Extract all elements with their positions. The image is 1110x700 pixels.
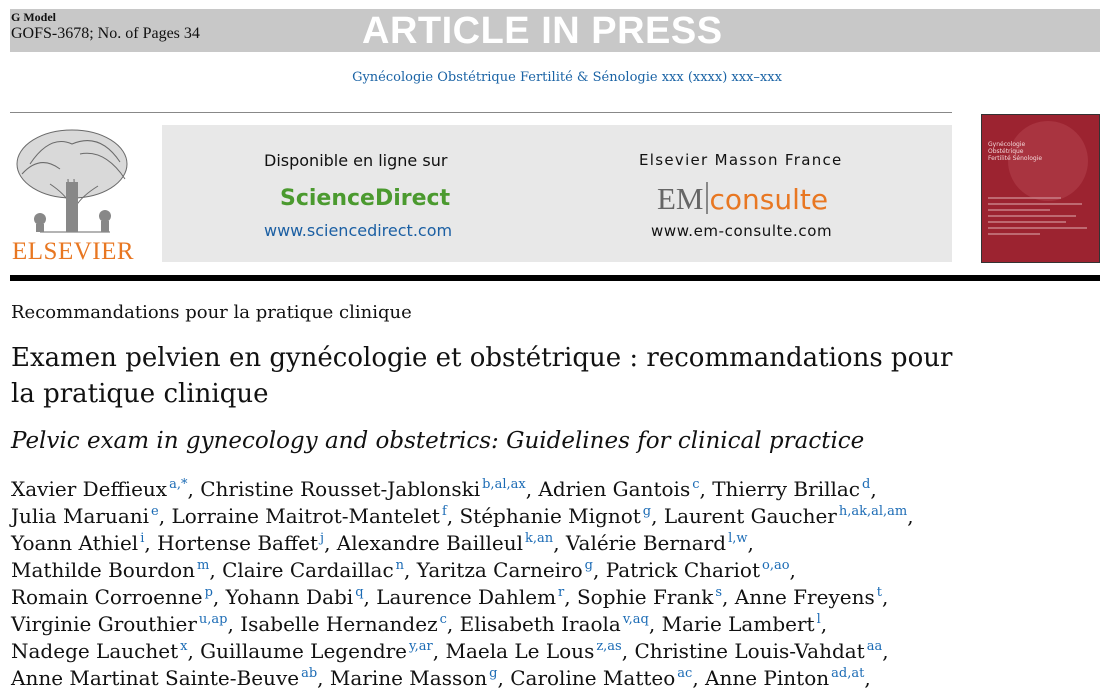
author-separator: , bbox=[907, 504, 914, 528]
author-name: Sophie Frank bbox=[576, 585, 714, 609]
affiliation-link[interactable]: d bbox=[862, 477, 871, 492]
author-name: Laurent Gaucher bbox=[663, 504, 837, 528]
author-name: Marie Lambert bbox=[661, 612, 815, 636]
author-separator: , bbox=[187, 477, 201, 501]
journal-reference-link[interactable]: Gynécologie Obstétrique Fertilité & Sénologie xxx (xxxx) xxx–xxx bbox=[352, 70, 782, 85]
consulte-logo-text: consulte bbox=[709, 183, 829, 216]
affiliation-link[interactable]: o,ao bbox=[762, 558, 790, 573]
article-title-english: Pelvic exam in gynecology and obstetrics: Guidelines for clinical practice bbox=[11, 428, 865, 454]
affiliation-link[interactable]: s bbox=[715, 585, 723, 600]
affiliation-link[interactable]: k,an bbox=[525, 531, 554, 546]
affiliation-link[interactable]: r bbox=[558, 585, 565, 600]
author-name: Lorraine Maitrot-Mantelet bbox=[171, 504, 440, 528]
author-name: Romain Corroenne bbox=[11, 585, 203, 609]
author-separator: , bbox=[324, 531, 337, 555]
affiliation-link[interactable]: e bbox=[151, 504, 159, 519]
affiliation-link[interactable]: g bbox=[642, 504, 652, 519]
author-separator: , bbox=[227, 612, 241, 636]
affiliation-link[interactable]: m bbox=[197, 558, 210, 573]
author-name: Mathilde Bourdon bbox=[11, 558, 196, 582]
author-separator: , bbox=[212, 585, 226, 609]
affiliation-link[interactable]: z,as bbox=[596, 639, 622, 654]
author-separator: , bbox=[692, 666, 706, 690]
author-separator: , bbox=[432, 639, 446, 663]
author-name: Caroline Matteo bbox=[510, 666, 676, 690]
em-logo-divider bbox=[706, 182, 708, 214]
author-separator: , bbox=[553, 531, 566, 555]
author-separator: , bbox=[187, 639, 201, 663]
author-separator: , bbox=[870, 477, 877, 501]
author-separator: , bbox=[446, 612, 460, 636]
document-id: GOFS-3678; No. of Pages 34 bbox=[11, 25, 200, 42]
header-separator bbox=[10, 275, 1100, 281]
elsevier-wordmark[interactable]: ELSEVIER bbox=[12, 238, 135, 265]
author-name: Christine Rousset-Jablonski bbox=[200, 477, 481, 501]
author-name: Stéphanie Mignot bbox=[459, 504, 641, 528]
author-name: Nadege Lauchet bbox=[11, 639, 179, 663]
author-separator: , bbox=[881, 585, 889, 609]
divider bbox=[10, 112, 952, 113]
affiliation-link[interactable]: y,ar bbox=[409, 639, 433, 654]
journal-cover-image[interactable] bbox=[981, 114, 1100, 263]
author-separator: , bbox=[158, 504, 172, 528]
author-name: Alexandre Bailleul bbox=[336, 531, 524, 555]
elsevier-masson-label: Elsevier Masson France bbox=[639, 151, 843, 169]
g-model-label: G Model bbox=[11, 10, 56, 24]
affiliation-link[interactable]: i bbox=[140, 531, 145, 546]
author-name: Hortense Baffet bbox=[157, 531, 319, 555]
affiliation-link[interactable]: c bbox=[692, 477, 700, 492]
author-separator: , bbox=[317, 666, 330, 690]
author-line bbox=[11, 476, 1091, 503]
affiliation-link[interactable]: l,w bbox=[728, 531, 748, 546]
author-separator: , bbox=[882, 639, 889, 663]
banner-text: ARTICLE IN PRESS bbox=[362, 10, 723, 52]
author-separator: , bbox=[404, 558, 417, 582]
author-line bbox=[11, 503, 1091, 530]
affiliation-link[interactable]: g bbox=[584, 558, 593, 573]
author-separator: , bbox=[864, 666, 871, 690]
author-separator: , bbox=[651, 504, 664, 528]
author-name: Isabelle Hernandez bbox=[240, 612, 438, 636]
author-separator: , bbox=[648, 612, 662, 636]
author-name: Laurence Dahlem bbox=[376, 585, 557, 609]
cover-title: Gynécologie Obstétrique Fertilité Sénologie bbox=[988, 141, 1043, 162]
affiliation-link[interactable]: ac bbox=[677, 666, 693, 681]
author-separator: , bbox=[564, 585, 577, 609]
author-name: Xavier Deffieux bbox=[11, 477, 168, 501]
author-separator: , bbox=[144, 531, 158, 555]
author-name: Adrien Gantois bbox=[538, 477, 691, 501]
affiliation-link[interactable]: c bbox=[439, 612, 447, 627]
affiliation-link[interactable]: a,* bbox=[169, 477, 188, 492]
author-name: Virginie Grouthier bbox=[11, 612, 197, 636]
affiliation-link[interactable]: ab bbox=[301, 666, 318, 681]
affiliation-link[interactable]: f bbox=[441, 504, 447, 519]
author-name: Anne Pinton bbox=[705, 666, 830, 690]
author-separator: , bbox=[699, 477, 713, 501]
affiliation-link[interactable]: aa bbox=[866, 639, 883, 654]
author-line bbox=[11, 611, 1091, 638]
author-name: Yoann Athiel bbox=[11, 531, 139, 555]
author-line bbox=[11, 638, 1091, 665]
affiliation-link[interactable]: l bbox=[816, 612, 821, 627]
em-logo-text: EM bbox=[657, 181, 704, 216]
affiliation-link[interactable]: x bbox=[180, 639, 188, 654]
author-name: Yohann Dabi bbox=[225, 585, 354, 609]
affiliation-link[interactable]: t bbox=[876, 585, 882, 600]
author-separator: , bbox=[789, 558, 796, 582]
affiliation-link[interactable]: u,ap bbox=[198, 612, 228, 627]
author-line bbox=[11, 557, 1091, 584]
author-name: Elisabeth Iraola bbox=[459, 612, 621, 636]
affiliation-link[interactable]: v,aq bbox=[622, 612, 649, 627]
author-separator: , bbox=[446, 504, 460, 528]
author-separator: , bbox=[820, 612, 828, 636]
affiliation-link[interactable]: h,ak,al,am bbox=[838, 504, 908, 519]
author-separator: , bbox=[722, 585, 735, 609]
author-name: Marine Masson bbox=[329, 666, 488, 690]
author-separator: , bbox=[209, 558, 223, 582]
author-line bbox=[11, 584, 1091, 611]
author-name: Valérie Bernard bbox=[565, 531, 727, 555]
author-separator: , bbox=[525, 477, 539, 501]
affiliation-link[interactable]: n bbox=[395, 558, 405, 573]
author-name: Anne Freyens bbox=[734, 585, 875, 609]
cover-text-lines bbox=[988, 197, 1092, 239]
author-name: Anne Martinat Sainte-Beuve bbox=[11, 666, 300, 690]
affiliation-link[interactable]: p bbox=[204, 585, 213, 600]
author-name: Claire Cardaillac bbox=[222, 558, 394, 582]
em-consulte-url-link[interactable]: www.em-consulte.com bbox=[651, 222, 833, 240]
sciencedirect-url-link[interactable]: www.sciencedirect.com bbox=[264, 221, 453, 240]
author-separator: , bbox=[363, 585, 377, 609]
author-line bbox=[11, 530, 1091, 557]
author-name: Julia Maruani bbox=[11, 504, 150, 528]
author-name: Christine Louis-Vahdat bbox=[634, 639, 865, 663]
author-name: Thierry Brillac bbox=[712, 477, 861, 501]
author-separator: , bbox=[621, 639, 635, 663]
affiliation-link[interactable]: q bbox=[355, 585, 364, 600]
affiliation-link[interactable]: ad,at bbox=[831, 666, 865, 681]
affiliation-link[interactable]: b,al,ax bbox=[482, 477, 526, 492]
affiliation-link[interactable]: g bbox=[489, 666, 498, 681]
author-name: Maela Le Lous bbox=[445, 639, 595, 663]
article-title-french: Examen pelvien en gynécologie et obstétrique : recommandations pour la pratique clinique bbox=[11, 343, 953, 409]
author-name: Yaritza Carneiro bbox=[416, 558, 583, 582]
author-list bbox=[11, 476, 1091, 692]
article-category: Recommandations pour la pratique clinique bbox=[11, 302, 412, 323]
affiliation-link[interactable]: j bbox=[320, 531, 325, 546]
sciencedirect-logo[interactable]: ScienceDirect bbox=[280, 186, 451, 211]
author-separator: , bbox=[747, 531, 754, 555]
author-separator: , bbox=[497, 666, 511, 690]
author-name: Patrick Chariot bbox=[605, 558, 760, 582]
em-consulte-logo[interactable] bbox=[657, 178, 828, 220]
author-separator: , bbox=[592, 558, 606, 582]
author-line bbox=[11, 665, 1091, 692]
available-online-label: Disponible en ligne sur bbox=[264, 151, 448, 170]
author-name: Guillaume Legendre bbox=[200, 639, 408, 663]
